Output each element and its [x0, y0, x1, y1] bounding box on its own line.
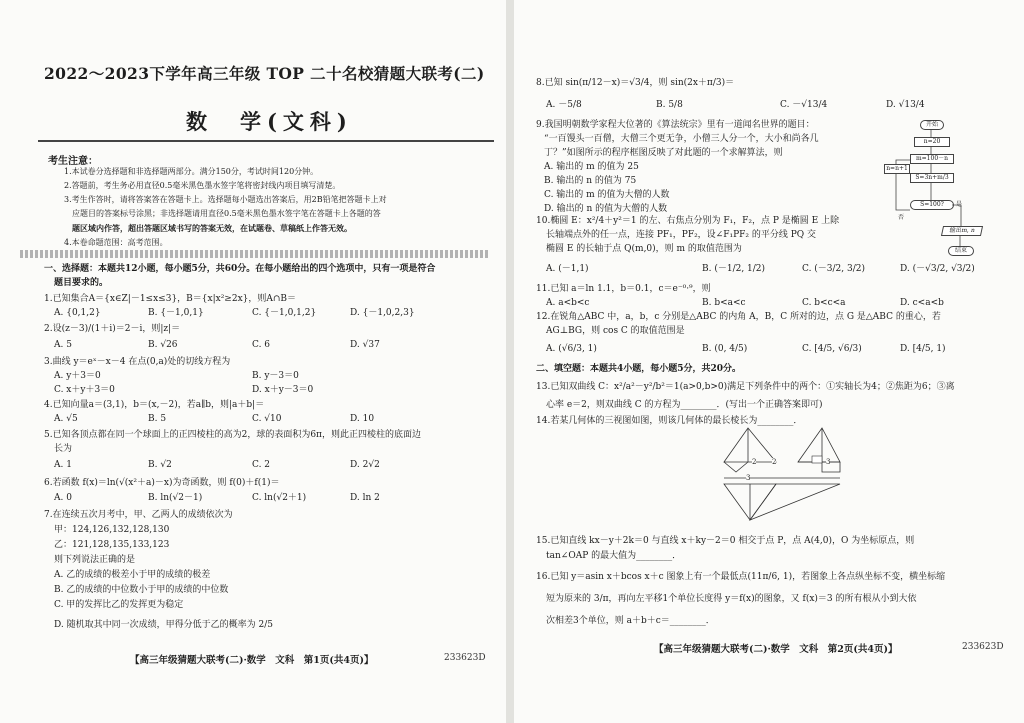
flow-output: 输出m, n — [941, 226, 983, 236]
question-stem: 7.在连续五次月考中，甲、乙两人的成绩依次为 — [44, 510, 233, 520]
exam-code: 233623D — [962, 642, 1004, 652]
option-d: D. ln 2 — [350, 493, 380, 503]
flow-m: m=100－n — [910, 154, 954, 164]
option-b: B. √26 — [148, 340, 178, 350]
section-heading: 题目要求的。 — [54, 278, 109, 288]
option-d: D. x＋y－3＝0 — [252, 385, 314, 395]
score-list-yi: 乙：121,128,135,133,123 — [54, 540, 170, 550]
question-stem: 11.已知 a＝ln 1.1，b＝0.1，c＝e⁻⁰·⁹，则 — [536, 284, 711, 294]
option-b: B. √2 — [148, 460, 172, 470]
option-c: C. ln(√2＋1) — [252, 493, 307, 503]
option-c: C. [4/5, √6/3) — [802, 344, 862, 354]
option-d: D. 输出的 n 的值为大僧的人数 — [544, 204, 668, 214]
option-c: C. －√13/4 — [780, 100, 828, 110]
question-stem: 丁？”如图所示的程序框图反映了对此题的一个求解算法，则 — [544, 148, 783, 158]
question-stem: 8.已知 sin(π/12－x)＝√3/4，则 sin(2x＋π/3)＝ — [536, 78, 735, 88]
option-d: D. √13/4 — [886, 100, 925, 110]
option-b: B. (－1/2, 1/2) — [702, 264, 766, 274]
option-d: D. √37 — [350, 340, 380, 350]
option-c: C. 2 — [252, 460, 271, 470]
question-stem: 心率 e＝2，则双曲线 C 的方程为________．(写出一个正确答案即可) — [546, 400, 823, 410]
option-a: A. {0,1,2} — [54, 308, 101, 318]
option-a: A. (√6/3, 1) — [546, 344, 597, 354]
question-stem: 椭圆 E 的长轴于点 Q(m,0)，则 m 的取值范围为 — [546, 244, 742, 254]
option-b: B. b<a<c — [702, 298, 746, 308]
question-stem: 3.曲线 y＝eˣ－x－4 在点(0,a)处的切线方程为 — [44, 357, 231, 367]
notice-heading: 考生注意： — [48, 156, 98, 167]
question-stem: 6.若函数 f(x)＝ln(√(x²＋a)－x)为奇函数，则 f(0)＋f(1)＝ — [44, 478, 280, 488]
page-gutter — [506, 0, 514, 723]
three-view-diagram — [714, 426, 884, 528]
option-b: B. (0, 4/5) — [702, 344, 748, 354]
subject-title: 数 学(文科) — [186, 109, 353, 134]
exam-title: 2022～2023下学年高三年级 TOP 二十名校猜题大联考(二) — [44, 64, 485, 83]
question-stem: 则下列说法正确的是 — [54, 555, 136, 565]
option-c: C. 甲的发挥比乙的发挥更为稳定 — [54, 600, 184, 610]
option-b: B. y－3＝0 — [252, 371, 299, 381]
flow-inc: n=n+1 — [884, 164, 910, 174]
dimension-label: 3 — [826, 458, 831, 466]
option-a: A. 输出的 m 的值为 25 — [544, 162, 639, 172]
section-heading: 二、填空题：本题共4小题，每小题5分，共20分。 — [536, 364, 742, 374]
option-c: C. b<c<a — [802, 298, 846, 308]
flow-start: 开始 — [920, 120, 944, 130]
exam-code: 233623D — [444, 653, 486, 663]
dimension-label: 2 — [752, 458, 757, 466]
question-stem: tan∠OAP 的最大值为________． — [546, 551, 682, 561]
question-stem: 2.设(z－3)/(1＋i)＝2－i，则|z|＝ — [44, 324, 181, 334]
question-stem: 10.椭圆 E：x²/4＋y²＝1 的左、右焦点分别为 F₁，F₂，点 P 是椭圆 E 上除 — [536, 216, 840, 226]
flow-end: 结束 — [948, 246, 974, 256]
option-c: C. (－3/2, 3/2) — [802, 264, 866, 274]
question-stem: 1.已知集合A＝{x∈Z|－1≤x≤3}，B＝{x|x²≥2x}，则A∩B＝ — [44, 294, 297, 304]
flow-cond: S=100? — [910, 200, 954, 210]
option-d: D. (－√3/2, √3/2) — [900, 264, 975, 274]
question-stem: 短为原来的 3/π，再向左平移1个单位长度得 y＝f(x)的图象，又 f(x)＝3 的所有根从小到大依 — [546, 594, 917, 604]
notice-line: 题区域内作答，超出答题区域书写的答案无效，在试题卷、草稿纸上作答无效。 — [72, 223, 352, 233]
question-stem: AG⊥BG，则 cos C 的取值范围是 — [546, 326, 685, 336]
question-stem: “一百馒头一百僧，大僧三个更无争，小僧三人分一个，大小和尚各几 — [544, 134, 819, 144]
page-footer: 【高三年级猜题大联考(二)·数学 文科 第2页(共4页)】 — [654, 644, 898, 655]
option-a: A. 1 — [54, 460, 72, 470]
option-d: D. [4/5, 1) — [900, 344, 946, 354]
option-a: A. √5 — [54, 414, 78, 424]
option-a: A. 乙的成绩的极差小于甲的成绩的极差 — [54, 570, 211, 580]
flow-no: 否 — [898, 214, 905, 221]
title-underline — [38, 140, 494, 142]
question-stem: 13.已知双曲线 C：x²/a²－y²/b²＝1(a>0,b>0)满足下列条件中的两个：①实轴长为4；②焦距为6；③离 — [536, 382, 955, 392]
flow-init: n=20 — [914, 137, 950, 147]
option-a: A. 5 — [54, 340, 72, 350]
question-stem: 次相差3个单位，则 a＋b＋c＝________． — [546, 616, 715, 626]
option-a: A. (－1,1) — [546, 264, 589, 274]
divider-hatch — [20, 250, 490, 258]
option-c: C. 输出的 m 的值为大僧的人数 — [544, 190, 670, 200]
question-stem: 5.已知各顶点都在同一个球面上的正四棱柱的高为2，球的表面积为6π，则此正四棱柱的底面边 — [44, 430, 421, 440]
option-b: B. 乙的成绩的中位数小于甲的成绩的中位数 — [54, 585, 229, 595]
question-stem: 16.已知 y＝asin x＋bcos x＋c 图象上有一个最低点(11π/6, 1)，若图象上各点纵坐标不变，横坐标缩 — [536, 572, 946, 582]
question-stem: 4.已知向量a＝(3,1)，b＝(x,－2)，若a∥b，则|a＋b|＝ — [44, 400, 265, 410]
option-b: B. {－1,0,1} — [148, 308, 204, 318]
question-stem: 15.已知直线 kx－y＋2k＝0 与直线 x＋ky－2＝0 相交于点 P，点 A(4,0)，O 为坐标原点，则 — [536, 536, 915, 546]
option-b: B. 输出的 n 的值为 75 — [544, 176, 637, 186]
option-d: D. 10 — [350, 414, 375, 424]
option-d: D. 随机取其中同一次成绩，甲得分低于乙的概率为 2/5 — [54, 620, 273, 630]
flow-yes: 是 — [956, 201, 963, 208]
notice-line: 1.本试卷分选择题和非选择题两部分。满分150分，考试时间120分钟。 — [64, 167, 319, 176]
option-c: C. x＋y＋3＝0 — [54, 385, 115, 395]
option-a: A. y＋3＝0 — [54, 371, 101, 381]
option-a: A. 0 — [54, 493, 72, 503]
exam-page-2 — [514, 0, 1024, 723]
option-b: B. 5/8 — [656, 100, 683, 110]
notice-line: 4.本卷命题范围：高考范围。 — [64, 238, 168, 247]
option-a: A. －5/8 — [546, 100, 582, 110]
exam-page-1 — [0, 0, 506, 723]
flow-s: S=3n+m/3 — [910, 173, 954, 183]
option-d: D. {－1,0,2,3} — [350, 308, 415, 318]
question-stem: 12.在锐角△ABC 中，a，b，c 分别是△ABC 的内角 A，B，C 所对的边，点 G 是△ABC 的重心，若 — [536, 312, 941, 322]
option-a: A. a<b<c — [546, 298, 590, 308]
dimension-label: 2 — [772, 458, 777, 466]
question-stem: 长为 — [54, 444, 73, 454]
option-c: C. {－1,0,1,2} — [252, 308, 317, 318]
score-list-jia: 甲：124,126,132,128,130 — [54, 525, 170, 535]
section-heading: 一、选择题：本题共12小题，每小题5分，共60分。在每小题给出的四个选项中，只有一项是符合 — [44, 264, 436, 274]
option-b: B. ln(√2－1) — [148, 493, 203, 503]
question-stem: 14.若某几何体的三视图如图，则该几何体的最长棱长为________． — [536, 416, 803, 426]
notice-line: 2.答题前，考生务必用直径0.5毫米黑色墨水签字笔将密封线内项目填写清楚。 — [64, 181, 341, 190]
page-footer: 【高三年级猜题大联考(二)·数学 文科 第1页(共4页)】 — [130, 655, 374, 666]
notice-line: 应题目的答案标号涂黑；非选择题请用直径0.5毫米黑色墨水签字笔在答题卡上各题的答 — [72, 209, 381, 218]
notice-line: 3.考生作答时，请将答案答在答题卡上。选择题每小题选出答案后，用2B铅笔把答题卡上对 — [64, 195, 387, 204]
question-stem: 9.我国明朝数学家程大位著的《算法统宗》里有一道闻名世界的题目： — [536, 120, 815, 130]
option-c: C. √10 — [252, 414, 282, 424]
option-b: B. 5 — [148, 414, 167, 424]
option-c: C. 6 — [252, 340, 271, 350]
option-d: D. c<a<b — [900, 298, 944, 308]
question-stem: 长轴端点外的任一点，连接 PF₁，PF₂，设∠F₁PF₂ 的平分线 PQ 交 — [546, 230, 816, 240]
option-d: D. 2√2 — [350, 460, 380, 470]
dimension-label: 3 — [746, 474, 751, 482]
